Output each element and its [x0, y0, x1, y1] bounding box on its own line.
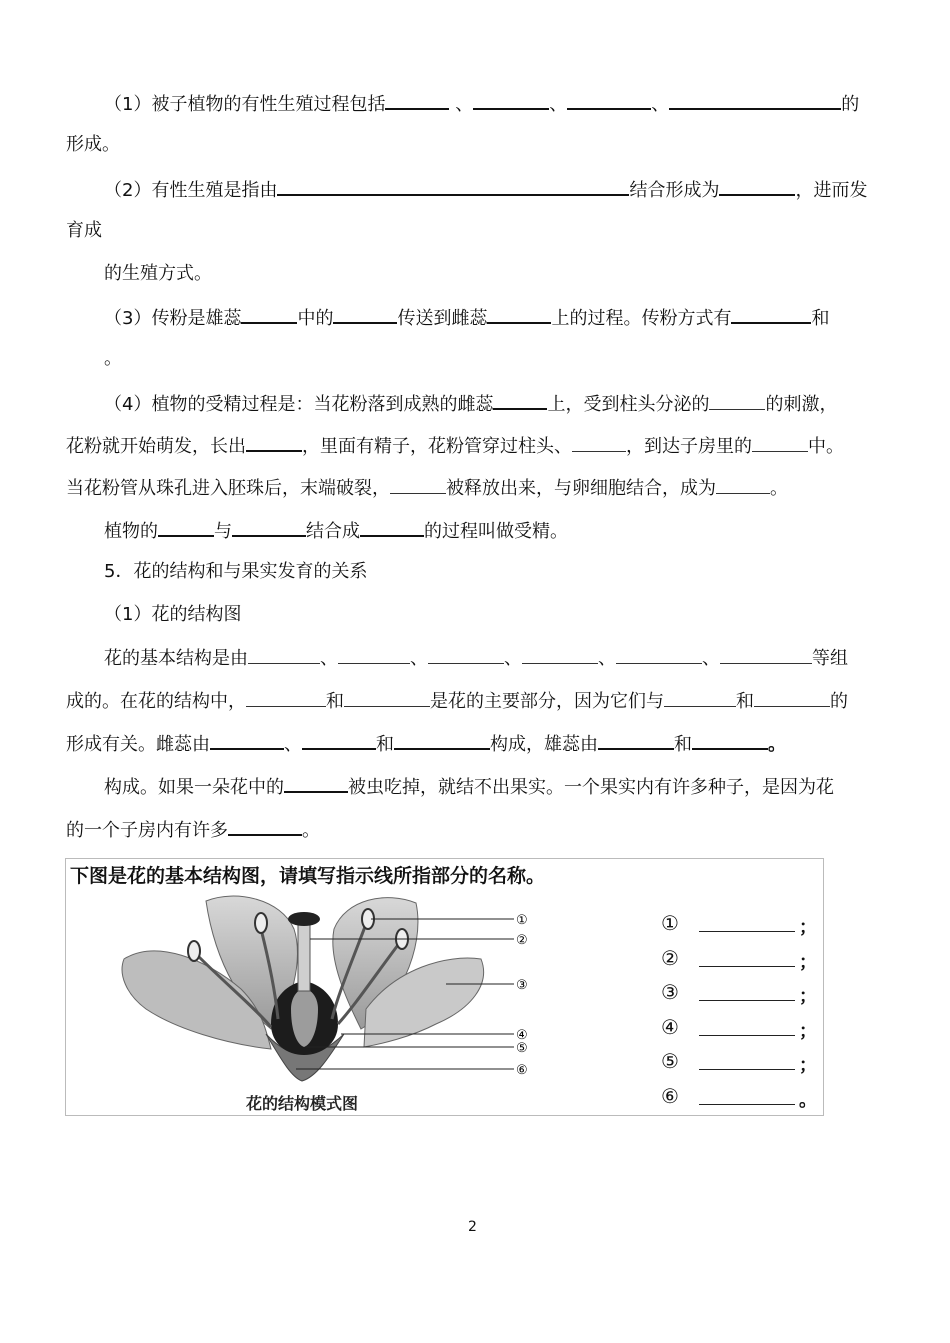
- q4-text: 植物的: [104, 521, 158, 542]
- answer-number: ②: [661, 945, 679, 970]
- blank[interactable]: [567, 90, 651, 110]
- pointer-label: ④: [516, 1028, 528, 1043]
- separator: 、: [320, 648, 338, 669]
- page-number: 2: [468, 1219, 477, 1235]
- q2-text: ，进而发: [795, 180, 868, 201]
- separator: 、: [284, 734, 302, 755]
- blank[interactable]: [709, 391, 765, 410]
- blank[interactable]: [338, 645, 410, 664]
- flower-figure: [65, 858, 824, 1116]
- blank[interactable]: [752, 433, 808, 452]
- blank[interactable]: [598, 730, 674, 750]
- q4-text: 当花粉管从珠孔进入胚珠后，末端破裂，: [66, 478, 390, 499]
- blank[interactable]: [228, 816, 302, 836]
- answer-blank[interactable]: [699, 1035, 795, 1036]
- s5-text: 是花的主要部分，因为它们与: [430, 691, 664, 712]
- q2-text: （2）有性生殖是指由: [104, 180, 278, 201]
- q3-cont: 。: [104, 348, 122, 369]
- blank[interactable]: [754, 688, 830, 707]
- q3-text: 传送到雌蕊: [397, 308, 488, 329]
- answer-blank[interactable]: [699, 1104, 795, 1105]
- q4-text: （4）植物的受精过程是：当花粉落到成熟的雌蕊: [104, 394, 494, 415]
- blank[interactable]: [473, 90, 549, 110]
- answer-blank[interactable]: [699, 1069, 795, 1070]
- blank[interactable]: [692, 730, 768, 750]
- blank[interactable]: [158, 517, 214, 537]
- blank[interactable]: [210, 730, 284, 750]
- answer-number: ⑥: [661, 1083, 679, 1108]
- s5-text: 的一个子房内有许多: [66, 820, 228, 841]
- blank[interactable]: [390, 475, 446, 494]
- blank[interactable]: [232, 517, 306, 537]
- q4-line-4: [104, 517, 568, 544]
- s5-text: 和: [376, 734, 394, 755]
- s5-text: 构成。如果一朵花中的: [104, 777, 284, 798]
- q2-cont1: 育成: [66, 220, 102, 241]
- q4-text: ，里面有精子，花粉管穿过柱头、: [302, 436, 572, 457]
- section-subheading: （1）花的结构图: [104, 604, 242, 625]
- separator: 、: [455, 94, 474, 115]
- s5-text: 形成有关。雌蕊由: [66, 734, 210, 755]
- q4-text: 结合成: [306, 521, 360, 542]
- answer-blank[interactable]: [699, 931, 795, 932]
- pointer-label: ③: [516, 978, 528, 993]
- blank[interactable]: [487, 304, 551, 324]
- blank[interactable]: [246, 432, 302, 452]
- pointer-label: ⑥: [516, 1063, 528, 1078]
- s5-line-3: [66, 730, 786, 757]
- pointer-label: ②: [516, 933, 528, 948]
- q4-text: 与: [214, 521, 232, 542]
- anther: [255, 913, 267, 933]
- q4-text: 被释放出来，与卵细胞结合，成为: [446, 478, 716, 499]
- blank[interactable]: [428, 645, 504, 664]
- blank[interactable]: [522, 645, 598, 664]
- q1-text: （1）被子植物的有性生殖过程包括: [104, 94, 386, 115]
- section-heading: 5．花的结构和与果实发育的关系: [104, 561, 368, 582]
- q4-text: 的过程叫做受精。: [424, 521, 568, 542]
- s5-text: 等组: [812, 648, 848, 669]
- blank[interactable]: [719, 176, 795, 196]
- blank[interactable]: [394, 730, 490, 750]
- style: [298, 921, 310, 991]
- q1-line: [104, 90, 859, 117]
- separator: 、: [504, 648, 522, 669]
- separator: 、: [549, 94, 568, 115]
- answer-punct: ；: [799, 917, 817, 938]
- s5-text: 。: [302, 820, 320, 841]
- q3-text: （3）传粉是雄蕊: [104, 308, 242, 329]
- q4-line-3: [66, 475, 788, 501]
- blank[interactable]: [277, 176, 629, 196]
- flower-diagram: [66, 859, 823, 1115]
- blank[interactable]: [716, 475, 770, 494]
- s5-text: 。: [768, 734, 786, 755]
- blank[interactable]: [572, 433, 626, 452]
- s5-line-1: [104, 645, 848, 671]
- q3-text: 和: [811, 308, 830, 329]
- q1-tail: 的: [841, 94, 860, 115]
- answer-punct: ；: [799, 1055, 817, 1076]
- separator: 、: [598, 648, 616, 669]
- q3-text: 中的: [297, 308, 334, 329]
- q2-cont2: 的生殖方式。: [104, 263, 212, 284]
- separator: 、: [702, 648, 720, 669]
- answer-punct: ；: [799, 1020, 817, 1042]
- blank[interactable]: [720, 645, 812, 664]
- blank[interactable]: [246, 688, 326, 707]
- q2-text: 结合形成为: [629, 180, 720, 201]
- anther: [188, 941, 200, 961]
- blank[interactable]: [616, 645, 702, 664]
- s5-text: 构成，雄蕊由: [490, 734, 598, 755]
- stigma: [288, 912, 320, 926]
- blank[interactable]: [360, 517, 424, 537]
- answer-blank[interactable]: [699, 966, 795, 967]
- s5-line-2: [66, 688, 848, 714]
- s5-text: 和: [326, 691, 344, 712]
- blank[interactable]: [248, 645, 320, 664]
- blank[interactable]: [284, 773, 348, 793]
- separator: 、: [410, 648, 428, 669]
- s5-text: 和: [736, 691, 754, 712]
- q4-line-2: [66, 432, 844, 459]
- blank[interactable]: [385, 90, 449, 110]
- pointer-label: ⑤: [516, 1041, 528, 1056]
- figure-caption: 花的结构模式图: [246, 1094, 359, 1113]
- s5-text: 的: [830, 691, 848, 712]
- q4-text: 。: [770, 478, 788, 499]
- figure-title: 下图是花的基本结构图，请填写指示线所指部分的名称。: [70, 865, 546, 887]
- answer-number: ④: [661, 1014, 679, 1039]
- q4-line-1: [104, 390, 837, 417]
- blank[interactable]: [731, 304, 811, 324]
- separator: 、: [651, 94, 670, 115]
- blank[interactable]: [241, 304, 297, 324]
- q4-text: ，到达子房里的: [626, 436, 752, 457]
- blank[interactable]: [669, 90, 841, 110]
- blank[interactable]: [664, 688, 736, 707]
- blank[interactable]: [493, 390, 547, 410]
- q3-text: 上的过程。传粉方式有: [551, 308, 732, 329]
- q4-text: 上，受到柱头分泌的: [547, 394, 710, 415]
- blank[interactable]: [344, 688, 430, 707]
- q4-text: 花粉就开始萌发，长出: [66, 436, 246, 457]
- blank[interactable]: [302, 730, 376, 750]
- answer-punct: 。: [799, 1089, 817, 1111]
- answer-number: ③: [661, 980, 679, 1004]
- q1-cont: 形成。: [66, 134, 120, 155]
- answer-punct: ；: [799, 986, 817, 1007]
- s5-text: 被虫吃掉，就结不出果实。一个果实内有许多种子，是因为花: [348, 777, 834, 798]
- q4-text: 的刺激，: [765, 394, 838, 415]
- answer-number: ①: [661, 911, 679, 935]
- q4-text: 中。: [808, 436, 844, 457]
- s5-text: 成的。在花的结构中，: [66, 691, 246, 712]
- s5-line-4: [104, 773, 834, 800]
- blank[interactable]: [333, 304, 397, 324]
- answer-punct: ；: [799, 951, 817, 973]
- s5-text: 和: [674, 734, 692, 755]
- answer-number: ⑤: [661, 1049, 679, 1073]
- q2-line: [104, 176, 867, 203]
- answer-blank[interactable]: [699, 1000, 795, 1001]
- s5-text: 花的基本结构是由: [104, 648, 248, 669]
- s5-line-5: [66, 816, 320, 843]
- pointer-label: ①: [516, 913, 528, 928]
- q3-line: [104, 304, 829, 331]
